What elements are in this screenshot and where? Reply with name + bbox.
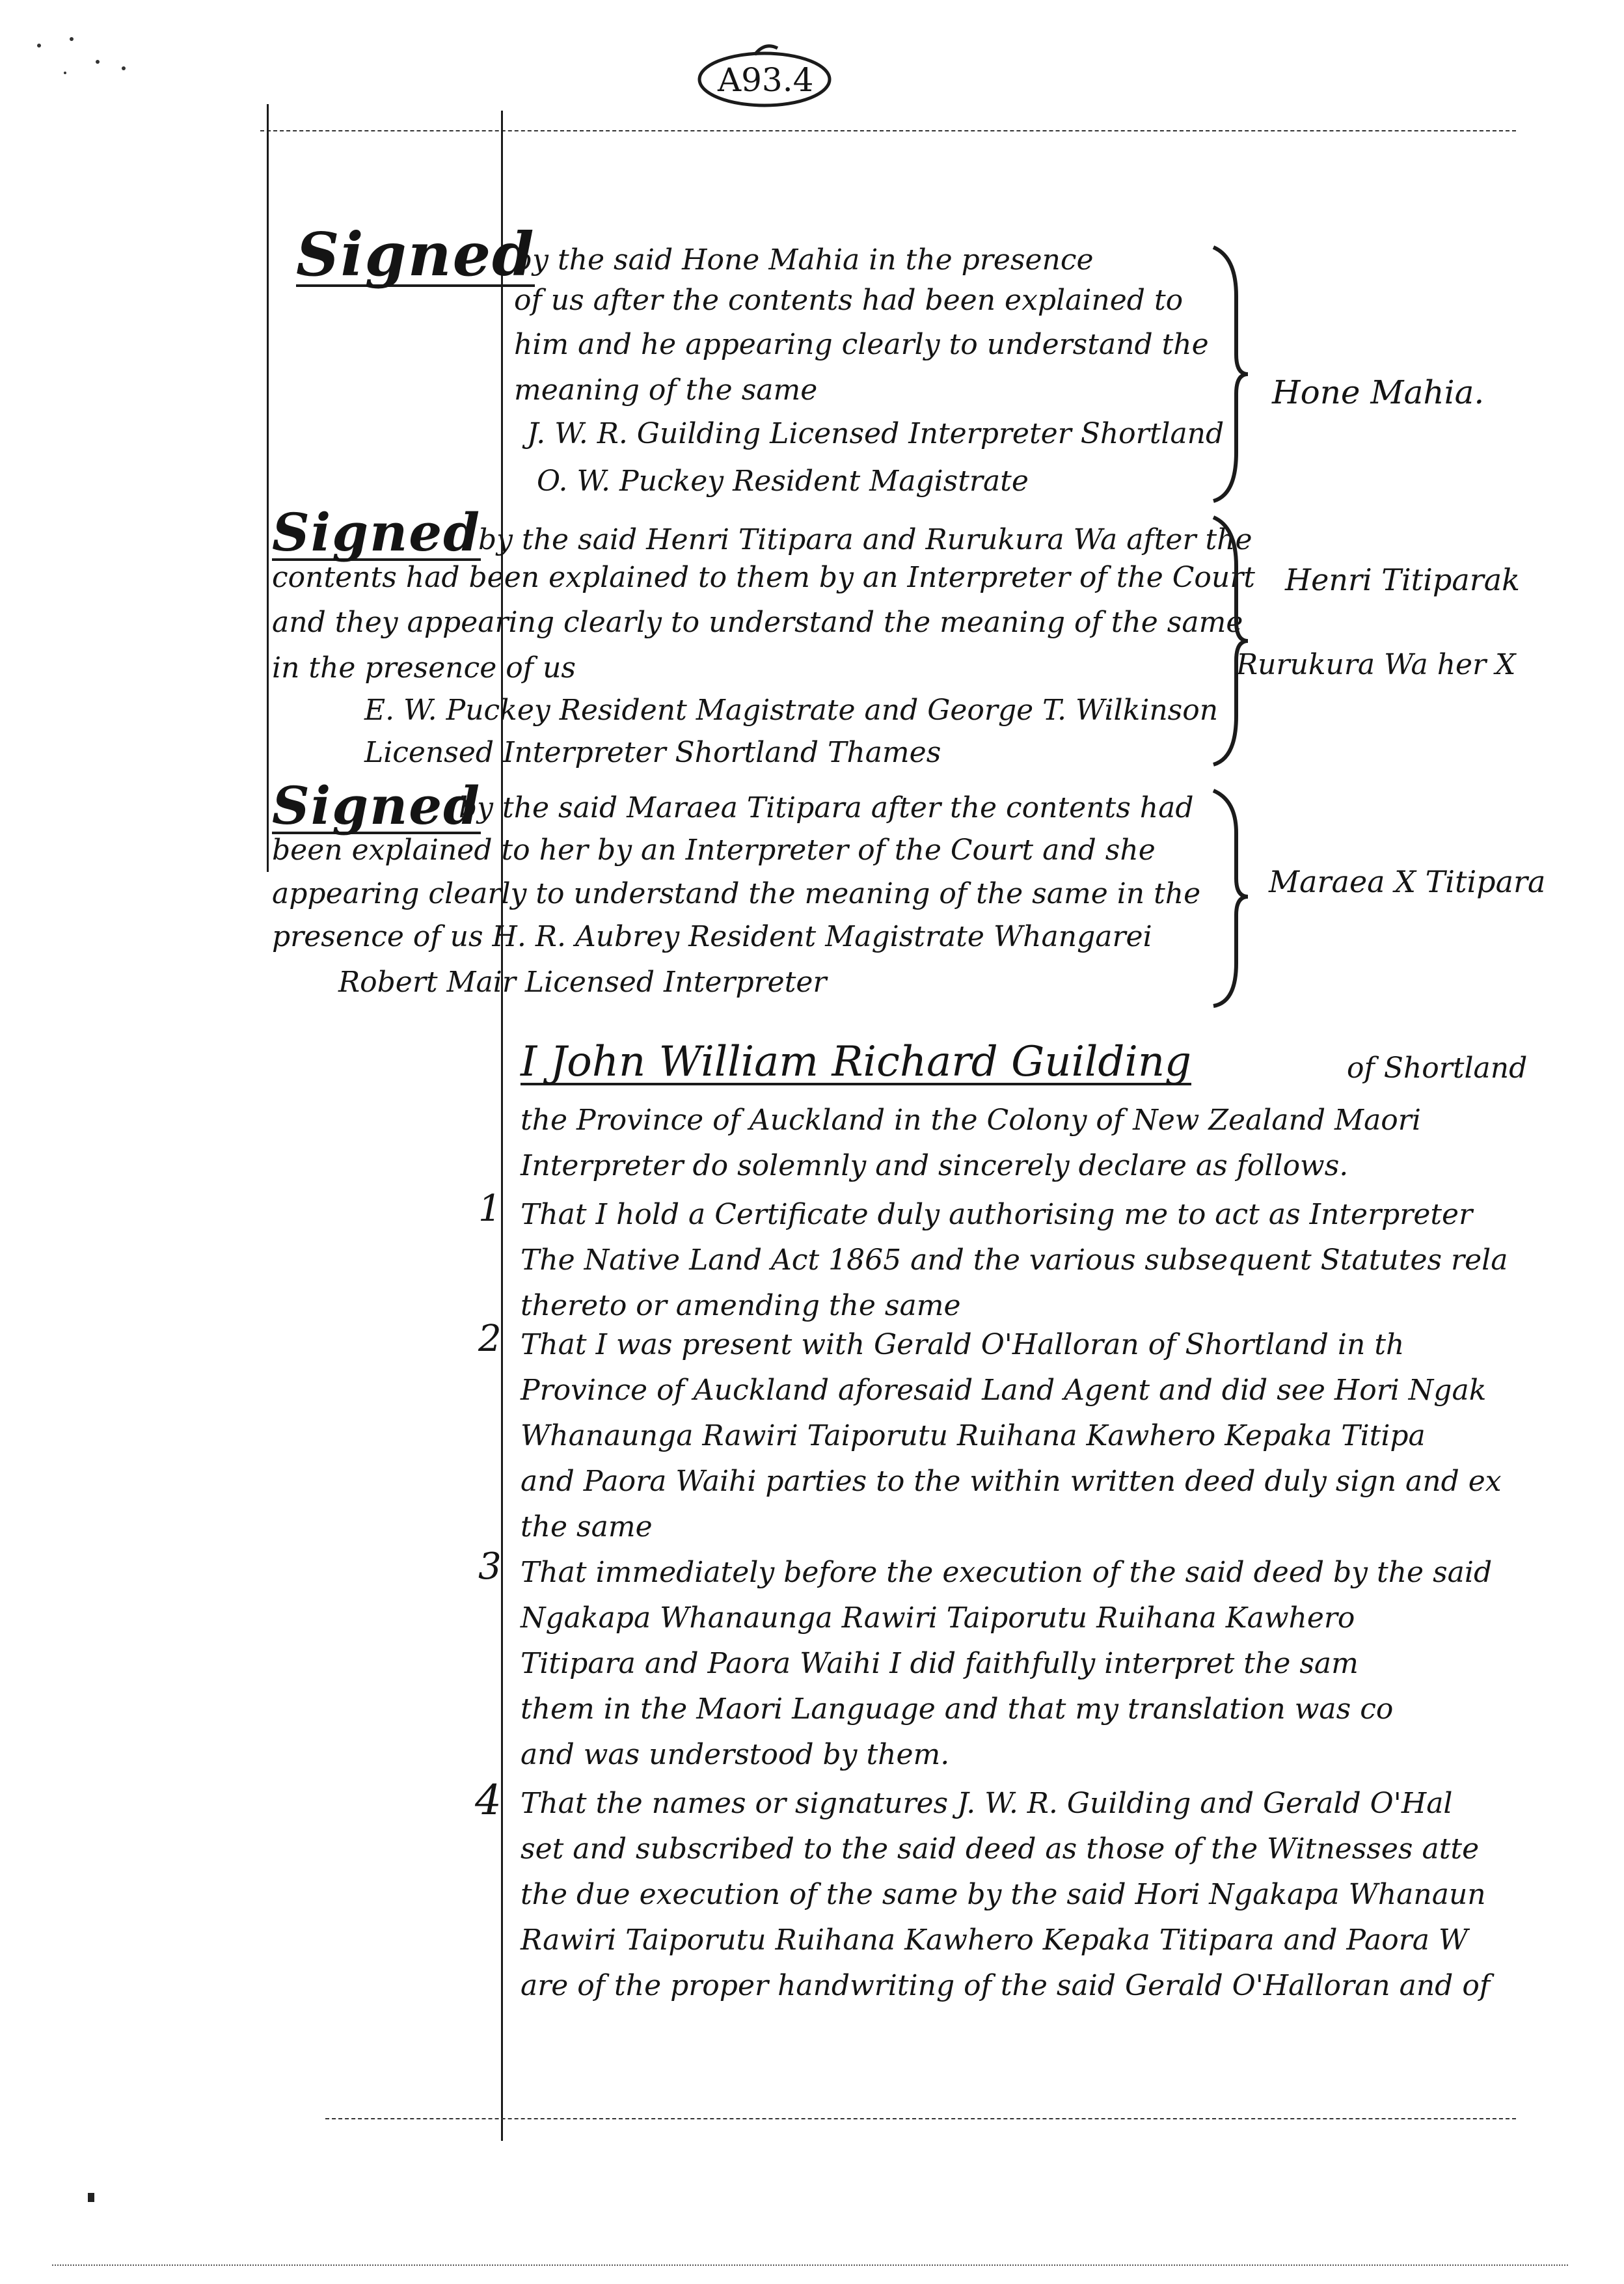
para4-line5: are of the proper handwriting of the said Gerald O'Halloran and of	[521, 1969, 1491, 2002]
signature-hone-mahia: Hone Mahia.	[1272, 374, 1485, 411]
block1-line3: him and he appearing clearly to understand the	[514, 328, 1209, 361]
brace-1	[1210, 244, 1249, 504]
para-number-2: 2	[478, 1318, 502, 1360]
block3-line3: appearing clearly to understand the meaning of the same in the	[272, 877, 1201, 910]
block2-line6: Licensed Interpreter Shortland Thames	[364, 736, 941, 769]
signed-heading-2: Signed	[272, 502, 481, 563]
block1-line6: O. W. Puckey Resident Magistrate	[537, 465, 1029, 498]
stamp-text: A93.4	[718, 61, 814, 99]
para-number-1: 1	[478, 1188, 502, 1230]
block2-line4: in the presence of us	[272, 651, 576, 685]
para1-line1: That I hold a Certificate duly authorising me to act as Interpreter	[521, 1198, 1473, 1231]
para4-line3: the due execution of the same by the said Hori Ngakapa Whanaun	[521, 1878, 1486, 1911]
block1-line2: of us after the contents had been explained to	[514, 284, 1184, 317]
block2-line2: contents had been explained to them by an Interpreter of the Court	[272, 561, 1255, 594]
declaration-intro-2: the Province of Auckland in the Colony of New Zealand Maori	[521, 1104, 1421, 1137]
para1-line2: The Native Land Act 1865 and the various subsequent Statutes rela	[521, 1244, 1508, 1277]
block2-line1: by the said Henri Titipara and Rurukura Wa after the	[478, 523, 1252, 556]
para2-line4: and Paora Waihi parties to the within written deed duly sign and ex	[521, 1465, 1502, 1498]
reference-stamp	[693, 39, 836, 111]
para3-line3: Titipara and Paora Waihi I did faithfully interpret the sam	[521, 1647, 1359, 1680]
margin-specks	[26, 26, 130, 78]
para2-line5: the same	[521, 1510, 653, 1543]
para3-line1: That immediately before the execution of the said deed by the said	[521, 1556, 1493, 1589]
para3-line4: them in the Maori Language and that my translation was co	[521, 1693, 1394, 1726]
signature-henri-titipara: Henri Titiparak	[1285, 562, 1521, 597]
block2-line3: and they appearing clearly to understand the meaning of the same	[272, 606, 1243, 639]
brace-3	[1210, 787, 1249, 1009]
brace-2	[1210, 514, 1249, 768]
block2-line5: E. W. Puckey Resident Magistrate and George T. Wilkinson	[364, 694, 1219, 727]
para2-line2: Province of Auckland aforesaid Land Agent and did see Hori Ngak	[521, 1374, 1487, 1407]
signed-heading-1: Signed	[296, 219, 535, 290]
para4-line2: set and subscribed to the said deed as those of the Witnesses atte	[521, 1832, 1480, 1866]
block1-line1: by the said Hone Mahia in the presence	[514, 243, 1094, 277]
footer-rule	[52, 2264, 1568, 2267]
declaration-opening: I John William Richard Guilding	[521, 1038, 1191, 1086]
signature-rurukura-wa: Rurukura Wa her X	[1236, 648, 1516, 681]
margin-inner-rule	[501, 111, 503, 2141]
signature-maraea-titipara: Maraea X Titipara	[1269, 864, 1546, 899]
para1-line3: thereto or amending the same	[521, 1289, 961, 1322]
block1-line5: J. W. R. Guilding Licensed Interpreter Shortland	[527, 417, 1225, 450]
para2-line1: That I was present with Gerald O'Halloran of Shortland in th	[521, 1328, 1405, 1361]
declaration-intro-3: Interpreter do solemnly and sincerely declare as follows.	[521, 1149, 1349, 1182]
block3-line1: by the said Maraea Titipara after the contents had	[459, 791, 1194, 824]
margin-left-rule	[267, 104, 269, 872]
block3-line4: presence of us H. R. Aubrey Resident Magistrate Whangarei	[272, 920, 1152, 953]
para3-line2: Ngakapa Whanaunga Rawiri Taiporutu Ruihana Kawhero	[521, 1601, 1355, 1635]
declaration-intro-1: of Shortland	[1347, 1052, 1528, 1085]
para4-line4: Rawiri Taiporutu Ruihana Kawhero Kepaka Titipara and Paora W	[521, 1924, 1468, 1957]
para4-line1: That the names or signatures J. W. R. Guilding and Gerald O'Hal	[521, 1787, 1453, 1820]
block1-line4: meaning of the same	[514, 374, 818, 407]
signed-heading-3: Signed	[272, 775, 481, 836]
para3-line5: and was understood by them.	[521, 1738, 950, 1771]
para-number-4: 4	[475, 1776, 502, 1825]
block3-line2: been explained to her by an Interpreter of the Court and she	[272, 834, 1156, 867]
para-number-3: 3	[478, 1545, 502, 1588]
para2-line3: Whanaunga Rawiri Taiporutu Ruihana Kawhero Kepaka Titipa	[521, 1419, 1426, 1452]
margin-mark	[88, 2193, 94, 2202]
top-rule	[260, 130, 1516, 133]
block3-line5: Robert Mair Licensed Interpreter	[338, 966, 827, 999]
bottom-rule	[325, 2118, 1516, 2121]
